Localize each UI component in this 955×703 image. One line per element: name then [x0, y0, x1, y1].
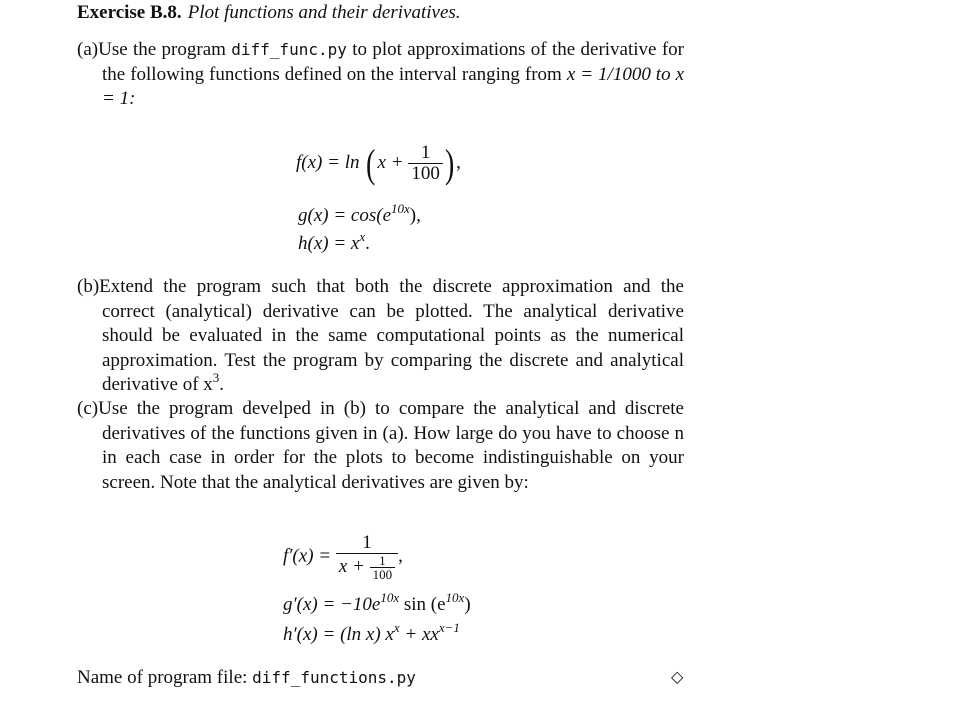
equation-f-lhs: f(x) = ln — [296, 151, 360, 173]
equation-hprime-mid: + xx — [399, 624, 439, 645]
equation-gprime-exp2: 10x — [445, 590, 465, 605]
equation-hprime-text: h′(x) = (ln x) x — [283, 624, 394, 645]
equation-gprime-end: ) — [464, 594, 471, 615]
part-c-label: (c) — [77, 398, 99, 419]
program-file-name: diff_functions.py — [252, 668, 416, 687]
part-c — [77, 397, 684, 495]
equation-fprime-den — [336, 553, 398, 581]
part-b-text: Extend the program such that both the discrete approximation and the correct (analytical) derivative can be plotted. The analytical derivative should be evaluated in the same computational points as the numerical approximation. Test the program by comparing the discrete and analytical derivative of x — [99, 276, 684, 395]
equation-f-comma: , — [456, 151, 461, 173]
equation-fprime-den-x: x + — [338, 555, 365, 577]
equation-f-num: 1 — [420, 142, 431, 163]
equation-gprime — [283, 590, 471, 616]
exercise-heading: Plot functions and their derivatives. — [187, 2, 461, 23]
left-paren-icon: ( — [366, 140, 376, 186]
part-a-text-2: to plot approximations of the derivative for the following functions defined on the interval ranging from — [102, 39, 684, 85]
equation-fprime-lhs: f′(x) = — [283, 545, 332, 567]
equation-gprime-mid: sin (e — [399, 594, 446, 615]
equation-h-text: h(x) = x — [298, 233, 360, 254]
equation-h-end: . — [365, 233, 370, 254]
part-a-text-1: Use the program — [98, 39, 232, 60]
program-file-line — [77, 667, 416, 689]
part-a-filename: diff_func.py — [231, 40, 347, 59]
part-b-exp: 3 — [212, 370, 220, 385]
end-diamond-icon: ◇ — [671, 667, 684, 686]
equation-f-den: 100 — [408, 163, 443, 184]
equation-fprime-comma: , — [398, 545, 403, 567]
equation-fprime — [283, 533, 403, 581]
equation-hprime — [283, 620, 460, 646]
equation-h — [298, 229, 370, 255]
equation-f-fraction — [408, 143, 443, 184]
equation-fprime-inner-den: 100 — [370, 567, 396, 581]
part-b — [77, 275, 684, 398]
equation-fprime-fraction — [336, 533, 398, 581]
equation-g-exp: 10x — [391, 201, 410, 216]
part-b-label: (b) — [77, 276, 100, 297]
equation-f — [296, 140, 461, 186]
equation-hprime-exp2: x−1 — [438, 620, 460, 635]
equation-fprime-inner-num: 1 — [379, 553, 386, 568]
equation-fprime-inner-fraction — [370, 554, 396, 581]
equation-g-end: ), — [409, 205, 421, 226]
part-a-label: (a) — [77, 39, 99, 60]
right-paren-icon: ) — [444, 140, 455, 186]
equation-g — [298, 201, 421, 227]
exercise-title — [77, 0, 461, 25]
part-c-text: Use the program develped in (b) to compare the analytical and discrete derivatives of the functions given in (a). How large do you have to choose n in each case in order for the plots to become indistinguishable on your screen. Note that the analytical derivatives are given by: — [98, 398, 684, 493]
exercise-label: Exercise B.8. — [77, 2, 182, 23]
equation-g-text: g(x) = cos(e — [298, 205, 391, 226]
equation-fprime-num: 1 — [362, 532, 372, 553]
equation-gprime-text: g′(x) = −10e — [283, 594, 381, 615]
equation-gprime-exp1: 10x — [380, 590, 400, 605]
equation-hprime-exp1: x — [393, 620, 400, 635]
part-b-end: . — [219, 374, 225, 395]
part-a-interval: x = 1/1000 to x = 1: — [102, 63, 684, 109]
program-file-label: Name of program file: — [77, 667, 253, 688]
part-a — [77, 38, 684, 112]
equation-f-inner: x + — [377, 151, 404, 173]
equation-h-exp: x — [359, 229, 366, 244]
